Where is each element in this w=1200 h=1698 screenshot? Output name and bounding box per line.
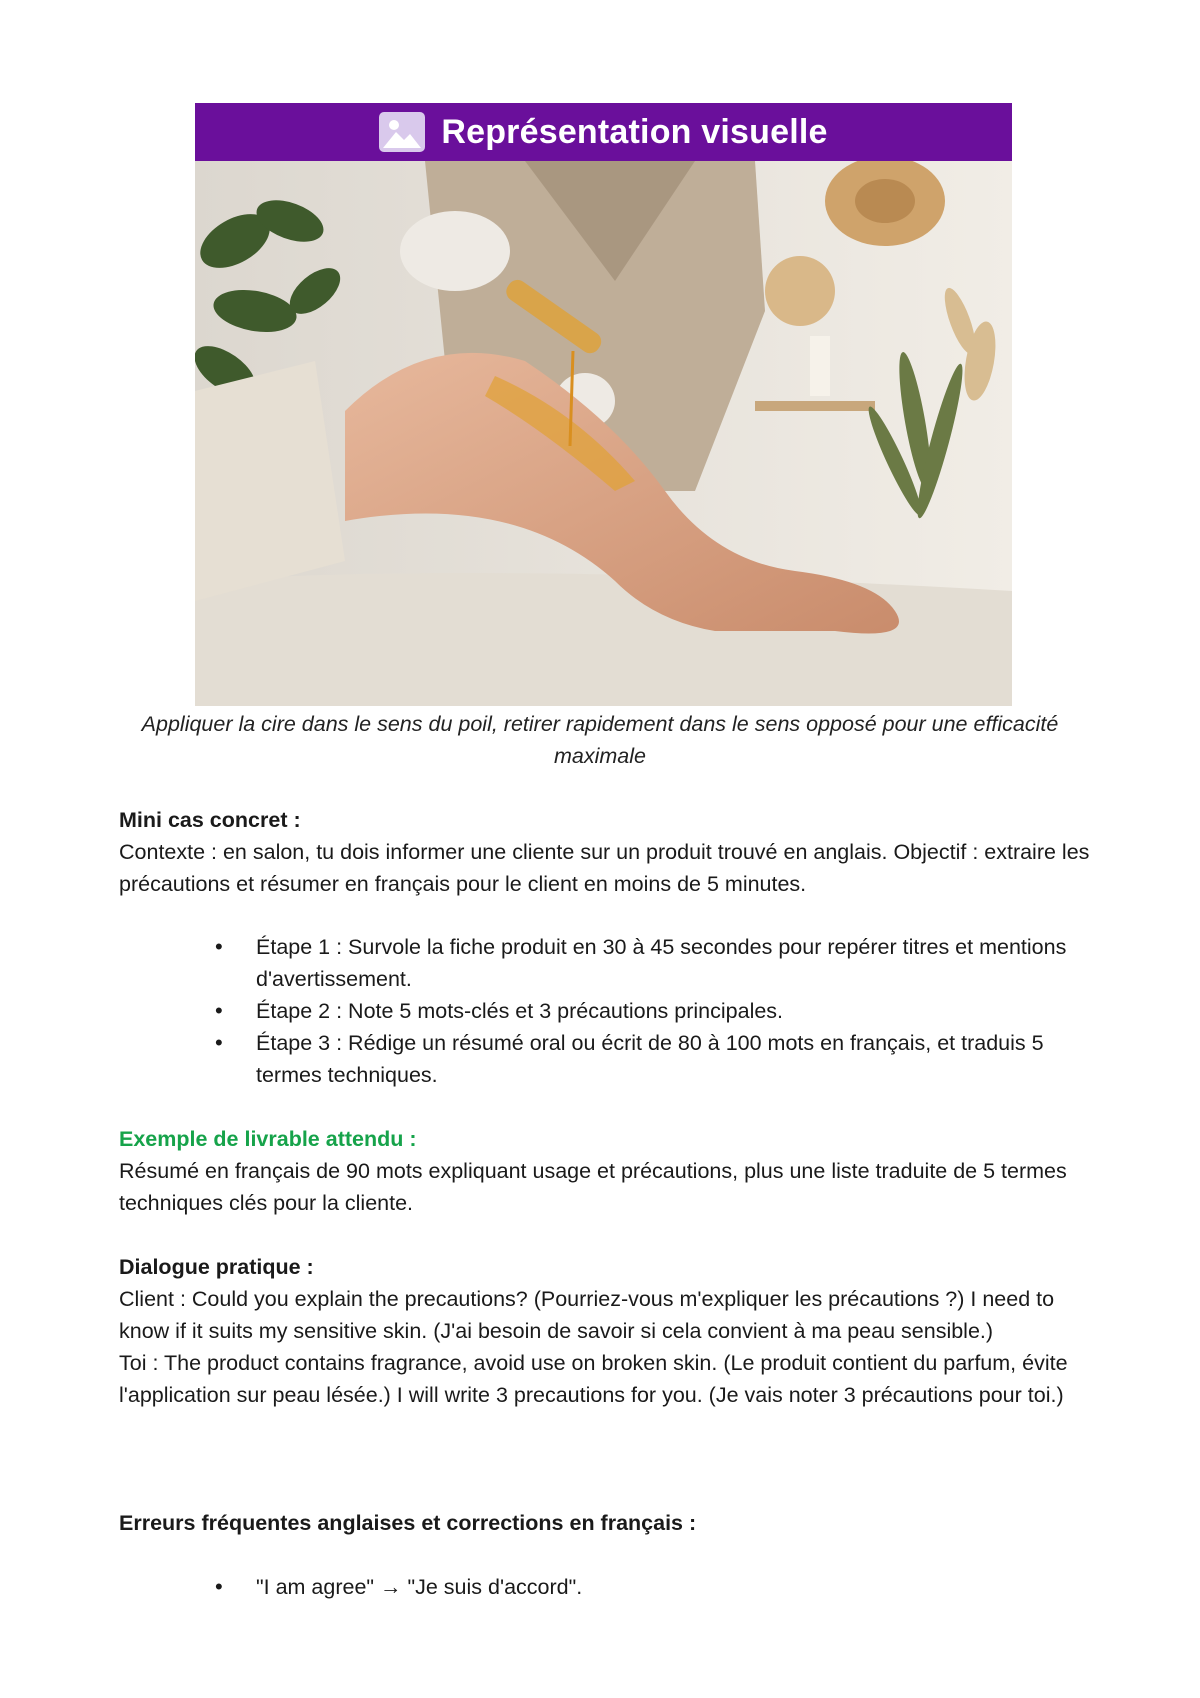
dialogue-heading: Dialogue pratique :: [119, 1255, 314, 1279]
dialogue-toi: Toi : The product contains fragrance, avoid use on broken skin. (Le produit contient du parfum, évite l'application sur peau lésée.) I will write 3 precautions for you. (Je vais noter 3 précautions pour toi.): [119, 1351, 1068, 1407]
list-item: • Étape 3 : Rédige un résumé oral ou écrit de 80 à 100 mots en français, et traduis 5 termes techniques.: [119, 1027, 1094, 1091]
list-item: • Étape 2 : Note 5 mots-clés et 3 précautions principales.: [119, 995, 1094, 1027]
livrable-heading: Exemple de livrable attendu :: [119, 1127, 417, 1151]
banner-title: Représentation visuelle: [441, 112, 828, 151]
erreurs-heading: Erreurs fréquentes anglaises et corrections en français :: [119, 1511, 697, 1535]
dialogue-client: Client : Could you explain the precautions? (Pourriez-vous m'expliquer les précautions ?) I need to know if it suits my sensitive skin. (J'ai besoin de savoir si cela convient à ma peau sensible.): [119, 1287, 1055, 1343]
mini-cas-heading: Mini cas concret :: [119, 808, 301, 832]
erreurs-list: [119, 1571, 1094, 1603]
waxing-photo: [195, 161, 1012, 706]
livrable-text: Résumé en français de 90 mots expliquant usage et précautions, plus une liste traduite de 5 termes techniques clés pour la cliente.: [119, 1159, 1067, 1215]
list-item: • Étape 1 : Survole la fiche produit en 30 à 45 secondes pour repérer titres et mentions d'avertissement.: [119, 931, 1094, 995]
steps-list: [119, 931, 1094, 1091]
image-icon: [379, 112, 425, 152]
photo-caption: Appliquer la cire dans le sens du poil, retirer rapidement dans le sens opposé pour une efficacité maximale: [141, 712, 1059, 768]
mini-cas-context: Contexte : en salon, tu dois informer une cliente sur un produit trouvé en anglais. Objectif : extraire les précautions et résumer en français pour le client en moins de 5 minutes.: [119, 840, 1090, 896]
section-banner: [195, 103, 1012, 161]
list-item: • "I am agree" → "Je suis d'accord".: [119, 1571, 1094, 1603]
